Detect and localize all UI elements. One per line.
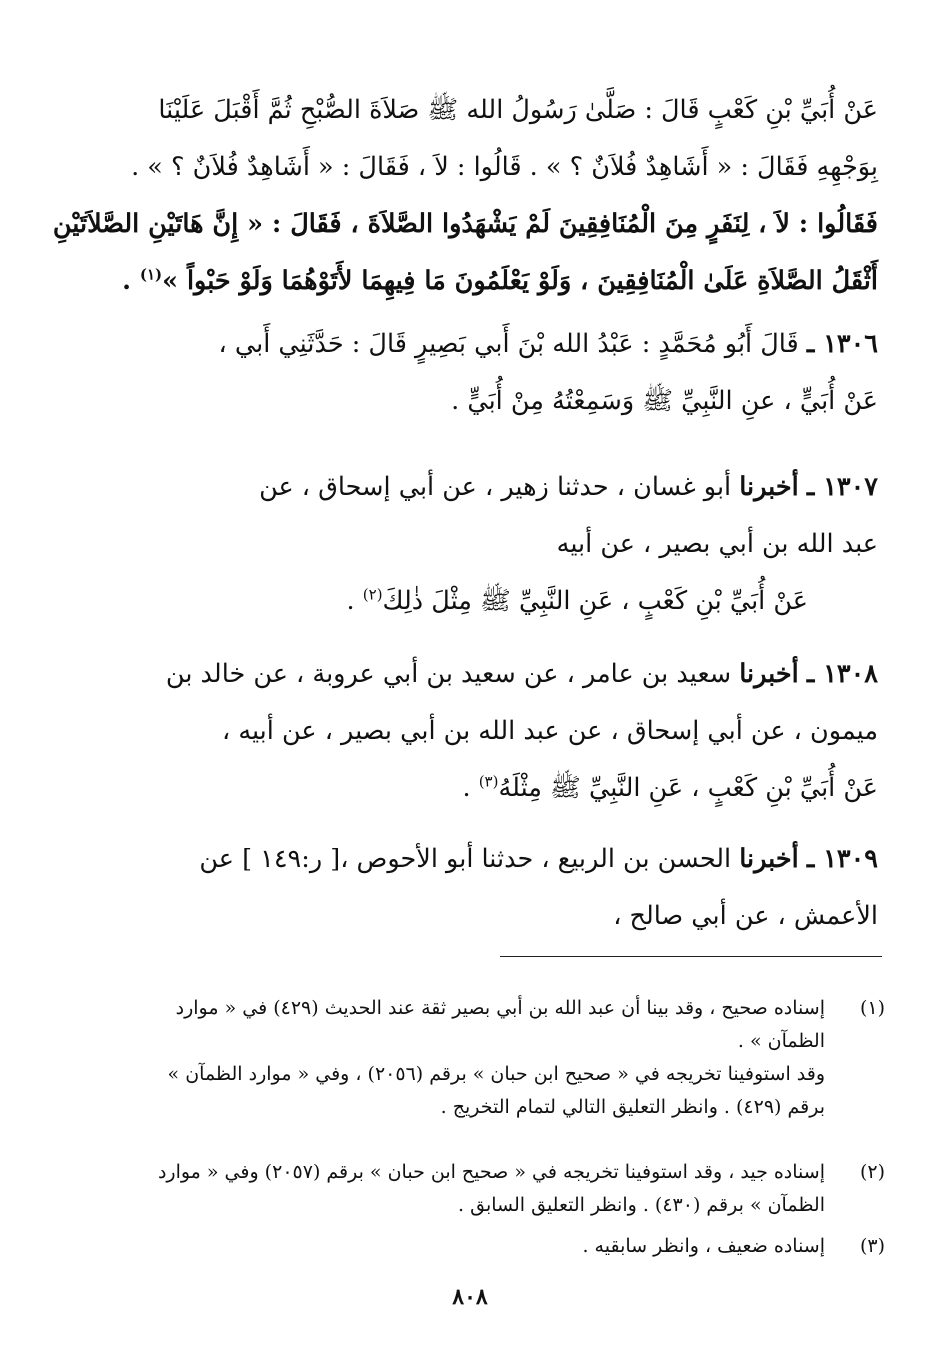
text-segment: أبو غسان ، حدثنا زهير ، عن أبي إسحاق ، عن xyxy=(259,472,732,502)
footnote-3 xyxy=(55,1230,885,1263)
page-number: ٨٠٨ xyxy=(452,1284,488,1310)
text-line xyxy=(60,459,878,516)
footnote-line: برقم (٤٢٩) . وانظر التعليق التالي لتمام التخريج . xyxy=(440,1096,825,1118)
footnote-line: إسناده صحيح ، وقد بينا أن عبد الله بن أبي بصير ثقة عند الحديث (٤٢٩) في « موارد xyxy=(175,997,825,1019)
footnote-1 xyxy=(55,992,885,1124)
sentence-end: . xyxy=(462,773,479,803)
hadith-1308 xyxy=(60,646,878,817)
text-line: عَنْ أُبَيِّ بْنِ كَعْبٍ قَالَ : صَلَّىٰ رَسُولُ الله ﷺ صَلاَةَ الصُّبْحِ ثُمَّ أَقْبَلَ عَلَيْنَا xyxy=(158,95,878,125)
footnote-number: (١) xyxy=(859,997,885,1019)
footnote-line: وقد استوفينا تخريجه في « صحيح ابن حبان » برقم (٢٠٥٦) ، وفي « موارد الظمآن » xyxy=(167,1063,825,1085)
text-line: عَنْ أُبَيٍّ ، عنِ النَّبِيِّ ﷺ وَسَمِعْتُهُ مِنْ أُبَيٍّ . xyxy=(451,386,878,416)
footnote-ref: (٢) xyxy=(362,585,383,604)
lead-word: أخبرنا xyxy=(739,659,799,689)
hadith-1306 xyxy=(60,316,878,430)
footnote-2 xyxy=(55,1156,885,1222)
text-line: بِوَجْهِهِ فَقَالَ : « أَشَاهِدٌ فُلاَنٌ ؟ » . قَالُوا : لاَ ، فَقَالَ : « أَشَاهِدٌ فُلاَنٌ ؟ » . xyxy=(131,152,878,182)
footnote-number: (٣) xyxy=(859,1235,885,1257)
hadith-1305-text xyxy=(52,82,878,310)
text-line xyxy=(60,316,878,373)
lead-word: أخبرنا xyxy=(739,472,799,502)
text-segment: عَنْ أُبَيِّ بْنِ كَعْبٍ ، عَنِ النَّبِيِّ ﷺ مِثْلَهُ xyxy=(498,773,878,803)
hadith-1307 xyxy=(60,459,878,630)
text-segment: الحسن بن الربيع ، حدثنا أبو الأحوص ،[ ر:١٤٩ ] عن xyxy=(199,844,732,874)
text-line xyxy=(60,646,878,703)
footnote-number: (٢) xyxy=(859,1161,885,1183)
sentence-end: . xyxy=(346,586,363,616)
lead-word: أخبرنا xyxy=(739,844,799,874)
footnote-line: إسناده ضعيف ، وانظر سابقيه . xyxy=(582,1235,825,1257)
text-line xyxy=(60,573,878,630)
hadith-number: ١٣٠٩ ـ xyxy=(806,844,878,874)
footnote-line: إسناده جيد ، وقد استوفينا تخريجه في « صحيح ابن حبان » برقم (٢٠٥٧) وفي « موارد xyxy=(157,1161,825,1183)
footnote-line: الظمآن » برقم (٤٣٠) . وانظر التعليق السابق . xyxy=(458,1194,825,1216)
text-segment: قَالَ أَبُو مُحَمَّدٍ : عَبْدُ الله بْنَ أَبي بَصِيرٍ قَالَ : حَدَّثَنِي أَبي ، xyxy=(218,329,799,359)
text-line xyxy=(60,760,878,817)
text-segment: أَثْقَلُ الصَّلاَةِ عَلَىٰ الْمُنَافِقِينَ ، وَلَوْ يَعْلَمُونَ مَا فِيهِمَا لأَتَوْهُمَا وَلَوْ حَبْواً » xyxy=(162,266,878,296)
text-segment: سعيد بن عامر ، عن سعيد بن أبي عروبة ، عن خالد بن xyxy=(165,659,732,689)
footnote-separator xyxy=(500,956,882,957)
hadith-number: ١٣٠٨ ـ xyxy=(806,659,878,689)
footnote-line: الظمآن » . xyxy=(737,1030,825,1052)
text-line: الأعمش ، عن أبي صالح ، xyxy=(613,901,878,931)
text-line xyxy=(60,831,878,888)
text-segment: عَنْ أُبَيِّ بْنِ كَعْبٍ ، عَنِ النَّبِيِّ ﷺ مِثْلَ ذٰلِكَ xyxy=(382,586,808,616)
text-line: عبد الله بن أبي بصير ، عن أبيه xyxy=(556,529,878,559)
footnote-ref: (٣) xyxy=(478,772,499,791)
hadith-1309 xyxy=(60,831,878,945)
hadith-number: ١٣٠٧ ـ xyxy=(806,472,878,502)
hadith-number: ١٣٠٦ ـ xyxy=(806,329,878,359)
sentence-end: . xyxy=(122,266,140,296)
text-line: ميمون ، عن أبي إسحاق ، عن عبد الله بن أبي بصير ، عن أبيه ، xyxy=(221,716,878,746)
text-line: فَقَالُوا : لاَ ، لِنَفَرٍ مِنَ الْمُنَافِقِينَ لَمْ يَشْهَدُوا الصَّلاَةَ ، فَقَالَ : « إِنَّ هَاتَيْنِ الصَّلاَتَيْنِ xyxy=(52,209,878,239)
footnote-ref: (١) xyxy=(139,265,163,284)
text-line xyxy=(60,253,878,310)
